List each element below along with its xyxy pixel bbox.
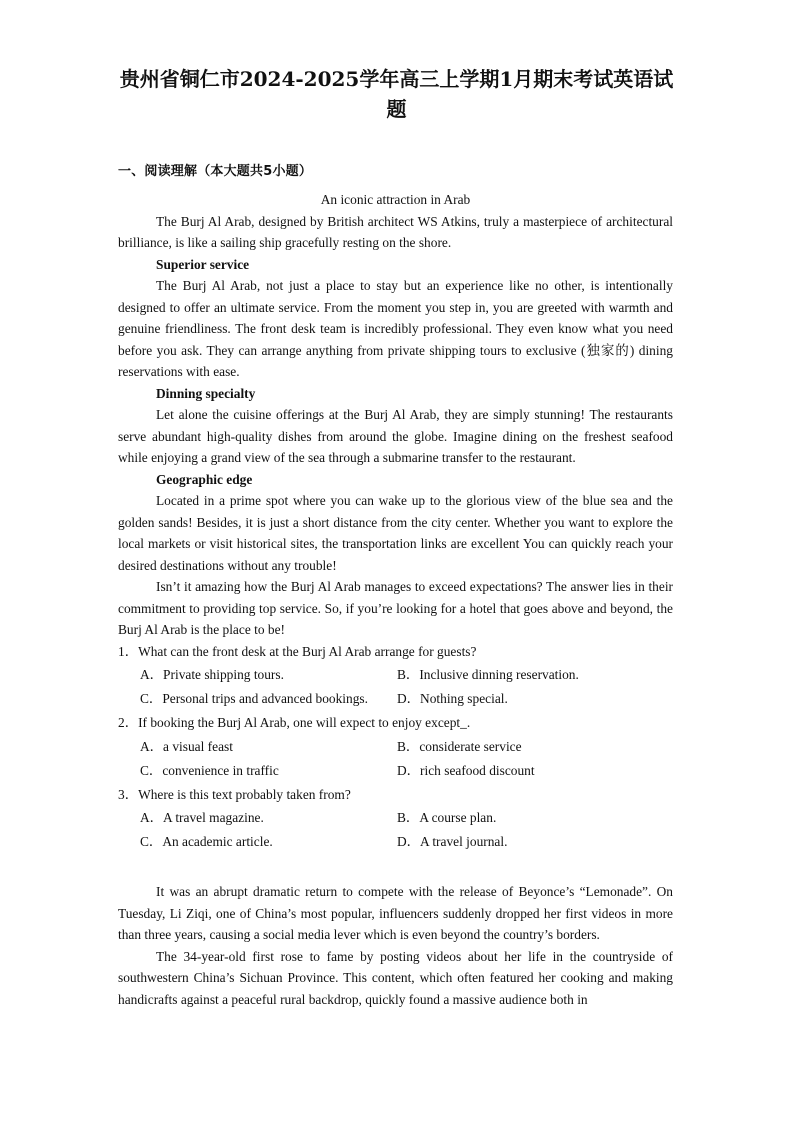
option-c: C．An academic article. bbox=[140, 834, 273, 849]
option-d: D．A travel journal. bbox=[397, 834, 508, 849]
passage-paragraph: It was an abrupt dramatic return to compete with the release of Beyonce’s “Lemonade”. On Tuesday, Li Ziqi, one of China’s most popular, influencers suddenly dropped her first videos in more than three years, causing a social media lever which is even beyond the country’s borders. bbox=[118, 884, 673, 942]
page-title: 贵州省铜仁市2024-2025学年高三上学期1月期末考试英语试题 bbox=[119, 67, 674, 121]
question-stem: 3．Where is this text probably taken from? bbox=[118, 786, 351, 802]
option-d: D．rich seafood discount bbox=[397, 762, 535, 778]
question bbox=[118, 712, 673, 783]
option-c: C．Personal trips and advanced bookings. bbox=[140, 691, 368, 706]
question-stem: 2．If booking the Burj Al Arab, one will expect to enjoy except_. bbox=[118, 715, 471, 730]
document-body bbox=[118, 189, 673, 1010]
passage-subheading: Dinning specialty bbox=[156, 385, 256, 401]
passage-paragraph: The Burj Al Arab, designed by British architect WS Atkins, truly a masterpiece of architectural brilliance, is like a sailing ship gracefully resting on the shore. bbox=[118, 213, 673, 250]
option-a: A．a visual feast bbox=[140, 738, 233, 754]
option-b: B．Inclusive dinning reservation. bbox=[397, 667, 579, 682]
section-heading: 一、阅读理解（本大题共5小题） bbox=[118, 164, 313, 179]
option-b: B．A course plan. bbox=[397, 810, 497, 825]
spacer bbox=[118, 855, 673, 881]
option-d: D．Nothing special. bbox=[397, 691, 508, 706]
passage-title: An iconic attraction in Arab bbox=[320, 192, 471, 207]
passage-paragraph: Located in a prime spot where you can wake up to the glorious view of the blue sea and the golden sands! Besides, it is just a short distance from the city center. Whether you want to explore the local markets or visit historical sites, the transportation links are excellent You can quickly reach your desired destinations without any trouble! bbox=[118, 493, 673, 573]
option-c: C．convenience in traffic bbox=[140, 762, 279, 778]
passage-paragraph: Isn’t it amazing how the Burj Al Arab manages to exceed expectations? The answer lies in their commitment to providing top service. So, if you’re looking for a hotel that goes above and beyond, the Burj Al Arab is the place to be! bbox=[118, 579, 673, 637]
option-b: B．considerate service bbox=[397, 738, 522, 754]
question-stem: 1．What can the front desk at the Burj Al Arab arrange for guests? bbox=[118, 643, 477, 659]
passage-paragraph: The Burj Al Arab, not just a place to stay but an experience like no other, is intentionally designed to offer an ultimate service. From the moment you step in, you are greeted with warmth and genuine friendliness. The front desk team is incredibly professional. They even know what you need before you ask. They can arrange anything from private shipping tours to exclusive (独家的) dining reservations with ease. bbox=[118, 278, 673, 379]
passage-subheading: Geographic edge bbox=[156, 471, 253, 487]
passage-paragraph: Let alone the cuisine offerings at the Burj Al Arab, they are simply stunning! The restaurants serve abundant high-quality dishes from around the globe. Imagine dining on the freshest seafood while enjoying a grand view of the sea through a submarine transfer to the restaurant. bbox=[118, 407, 673, 465]
passage-subheading: Superior service bbox=[156, 256, 250, 272]
question bbox=[118, 784, 673, 855]
passage-paragraph: The 34-year-old first rose to fame by posting videos about her life in the countryside of southwestern China’s Sichuan Province. This content, which often featured her cooking and making handicrafts against a peaceful rural backdrop, quickly found a massive audience both in bbox=[118, 948, 673, 1007]
option-a: A．A travel magazine. bbox=[140, 810, 264, 825]
option-a: A．Private shipping tours. bbox=[140, 667, 284, 682]
question bbox=[118, 641, 673, 712]
